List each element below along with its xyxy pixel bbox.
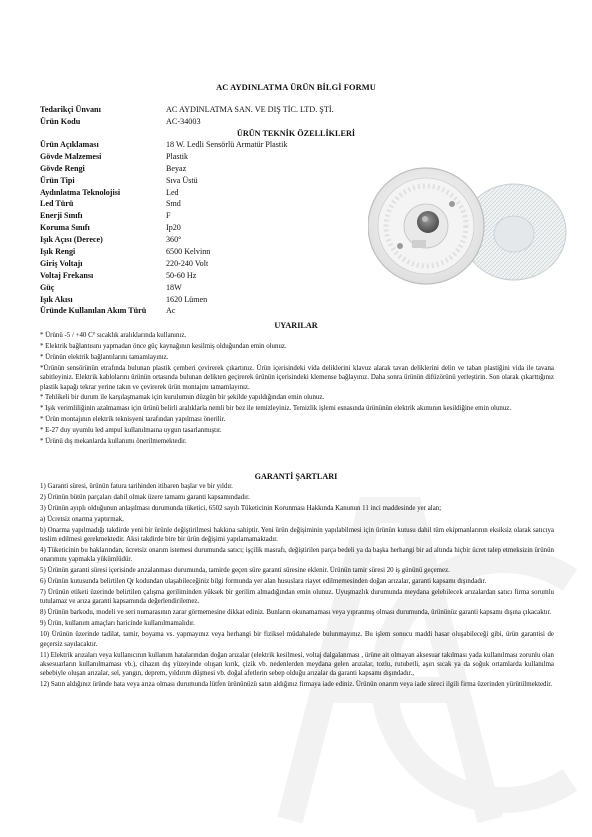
specs-table: [40, 139, 340, 317]
warning-item: * Elektrik bağlantısını yapmadan önce güç kaynağının kesilmiş olduğundan emin olunuz.: [40, 342, 287, 350]
warranty-item: 8) Ürünün barkodu, modeli ve seri numarasının zarar görmemesine dikkat ediniz. Bunların okunamaması veya yıpranmış olması durumunda, ürününüz garanti kapsamı dışına çıkacaktır.: [40, 609, 552, 617]
spec-row: [40, 294, 340, 306]
warning-item: * Ürünü dış mekanlarda kullanımı önerilmemektedir.: [40, 438, 187, 446]
warning-item: * Ürün montajının elektrik teknisyeni tarafından yapılması önerilir.: [40, 416, 226, 424]
spec-label: Gövde Rengi: [40, 163, 85, 173]
warranty-item: 9) Ürün, kullanım amaçları haricinde kullanılmamalıdır.: [40, 620, 195, 628]
spec-label: Voltaj Frekansı: [40, 270, 94, 280]
warranty-item: 12) Satın aldığınız üründe hata veya arıza olması durumunda lütfen ürününüzü satın aldığınız firmaya iade ediniz. Ürünün onarım veya iade süreci ilgili firma üzerinden yürütülmektedir.: [40, 681, 553, 689]
warning-item: * Ürünün elektrik bağlantılarını tamamlayınız.: [40, 353, 169, 361]
spec-row: [40, 258, 340, 270]
spec-value: 18 W. Ledli Sensörlü Armatür Plastik: [166, 140, 288, 149]
warning-item: * Tehlikeli bir durum ile karşılaşmamak için kurulumun düzgün bir şekilde yapıldığından emin olunuz.: [40, 394, 325, 402]
spec-value: 18W: [166, 282, 182, 292]
spec-row: [40, 175, 340, 187]
warranty-item: 3) Ürünün ayıplı olduğunun anlaşılması durumunda tüketici, 6502 sayılı Tüketicinin Korunması Hakkında Kanunun 11 inci maddesinde yer alan;: [40, 504, 442, 512]
spec-row: [40, 187, 340, 199]
spec-row: [40, 210, 340, 222]
spec-row: [40, 151, 340, 163]
spec-label: Güç: [40, 282, 55, 292]
spec-label: Gövde Malzemesi: [40, 151, 102, 161]
product-code-label: Ürün Kodu: [40, 117, 81, 126]
spec-label: Işık Açısı (Derece): [40, 235, 103, 245]
spec-label: Koruma Sınıfı: [40, 223, 90, 233]
warranty-item: b) Onarma yapılmadığı takdirde yeni bir ürünle değiştirilmesi hakkına sahiptir. Yeni ürün değişiminin yapılabilmesi için ürünün kutusu dahil tüm ekipmanlarının eksiksiz olarak satıcıya teslim edilmesi gerekmektedir. Aksi takdirde bire bir ürün değişimi yapılamamaktadır.: [40, 526, 554, 544]
supplier-value: AC AYDINLATMA SAN. VE DIŞ TİC. LTD. ŞTİ.: [166, 105, 334, 114]
spec-label: Giriş Voltajı: [40, 258, 83, 268]
warning-item: * Ürünü -5 / +40 C° sıcaklık aralıklarında kullanınız.: [40, 332, 187, 339]
spec-value: 1620 Lümen: [166, 294, 208, 304]
warranty-item: 6) Ürünün kutusunda belirtilen Qr kodundan ulaşabileceğiniz bilgi formunda yer alan hususlara riayet edilmemesinden doğan arızalar, garanti kapsamı dışındadır.: [40, 578, 487, 586]
spec-value: Ip20: [166, 223, 181, 233]
warranty-item: 2) Ürünün bütün parçaları dahil olmak üzere tamamı garanti kapsamındadır.: [40, 493, 250, 501]
spec-label: Işık Rengi: [40, 247, 76, 257]
warnings-list: [40, 331, 554, 448]
spec-label: Ürün Açıklaması: [40, 140, 99, 149]
spec-value: 6500 Kelvinn: [166, 247, 211, 257]
spec-label: Üründe Kullanılan Akım Türü: [40, 306, 147, 316]
spec-row: [40, 246, 340, 258]
spec-row: [40, 139, 340, 151]
spec-row: [40, 234, 340, 246]
spec-row: [40, 270, 340, 282]
spec-label: Işık Akısı: [40, 294, 73, 304]
warranty-item: 11) Elektrik arızaları veya kullanıcının kullanım hatalarından doğan arızalar (elektrik kesilmesi, voltaj dalgalanması , ürüne ait olmayan aksesuar takılması yada kullanılması zorunlu olan aksesuarların kullanılmaması vb.), cihazın dış yüzeyinde oluşan kırık, çizik vb. nedenlerden meydana gelen arızalar, tozlu, rutubetli, aşırı sıcak ya da soğuk ortamlarda kullanılma sebebiyle oluşan arızalar, sel, yangın, deprem, yıldırım düşmesi vb. doğal afetlerin sebep olduğu arızalar da garanti kapsamı dışındadır.,: [40, 651, 554, 678]
spec-row: [40, 198, 340, 210]
document-title: AC AYDINLATMA ÜRÜN BİLGİ FORMU: [216, 83, 376, 92]
warranty-item: 5) Ürünün garanti süresi içerisinde arızalanması durumunda, tamirde geçen süre garanti süresine eklenir. Ürünün tamir süresi 20 iş gününü geçemez.: [40, 567, 450, 575]
spec-label: Aydınlatma Teknolojisi: [40, 187, 121, 197]
warranty-item: 1) Garanti süresi, ürünün fatura tarihinden itibaren başlar ve bir yıldır.: [40, 483, 233, 490]
warning-item: * E-27 duy uyumlu led ampul kullanılmaına uygun tasarlanmıştır.: [40, 427, 222, 435]
warranty-list: [40, 482, 554, 691]
spec-value: Plastik: [166, 151, 189, 161]
spec-label: Enerji Sınıfı: [40, 211, 83, 221]
spec-value: Sıva Üstü: [166, 175, 198, 185]
spec-value: Beyaz: [166, 163, 187, 173]
spec-row: [40, 163, 340, 175]
spec-row: [40, 222, 340, 234]
product-image: [368, 160, 568, 300]
warning-item: * Işık verimliliğinin azalmaması için ürünü belirli aralıklarla nemli bir bez ile temizleyiniz. Temizlik işlemi esnasında ürününün elektrik akımının kesildiğine emin olunuz.: [40, 405, 512, 413]
product-code-value: AC-34003: [166, 117, 201, 126]
spec-value: 50-60 Hz: [166, 270, 197, 280]
spec-value: 360°: [166, 235, 182, 245]
warranty-item: a) Ücretsiz onarma yaptırmak,: [40, 515, 124, 523]
spec-value: Ac: [166, 306, 176, 316]
spec-label: Ürün Tipi: [40, 175, 75, 185]
warning-item: *Ürünün sensörünün etrafında bulunan plastik çemberi çevirerek çıkartınız. Ürün içerisindeki vida deliklerini klavuz alarak tavan deliklerini delin ve taban plastiğini vida ile tavana sabitleyiniz. Elektrik kablolarını ürünün ortasında bulunan delikten geçirerek ürünün içerisindeki klemense bağlayınız. Daha sonra ürünün difüzörünü yerleştirin. Son olarak çıkarttığınız plastik kapağı tekrar yerine takın ve çevirerek ürün montajını tamamlayınız.: [40, 364, 554, 391]
specs-heading: ÜRÜN TEKNİK ÖZELLİKLERİ: [236, 129, 356, 138]
spec-row: [40, 305, 340, 317]
warranty-heading: GARANTİ ŞARTLARI: [254, 472, 338, 481]
spec-value: Smd: [166, 199, 181, 209]
warranty-item: 10) Ürünün üzerinde tadilat, tamir, boyama vs. yapmayınız veya herhangi bir fiziksel müdahalede bulunmayınız. Bu işlem sonucu maddi hasar oluşabileceği gibi, ürün garantisi de geçersiz sayılacaktır.: [40, 631, 554, 648]
spec-value: F: [166, 211, 171, 221]
warnings-heading: UYARILAR: [274, 321, 318, 330]
spec-row: [40, 282, 340, 294]
warranty-item: 4) Tüketicinin bu haklarından, ücretsiz onarım istemesi durumunda satıcı; işçilik masrafı, değiştirilen parça bedeli ya da başka herhangi bir ad altında hiçbir ücret talep etmeksizin ürünün onarımını yapmakla yükümlüdür.: [40, 546, 554, 564]
spec-value: 220-240 Volt: [166, 258, 209, 268]
spec-value: Led: [166, 187, 179, 197]
supplier-label: Tedarikçi Ünvanı: [40, 105, 101, 114]
spec-label: Led Türü: [40, 199, 74, 209]
warranty-item: 7) Ürünün etiketi üzerinde belirtilen çalışma geriliminden yüksek bir gerilim almadığından emin olunuz. Uyuşmazlık durumunda meydana gelebilecek arızalardan satıcı firma sorumlu tutulamaz ve arıza garanti kapsamında değerlendirilemez.: [40, 589, 554, 606]
